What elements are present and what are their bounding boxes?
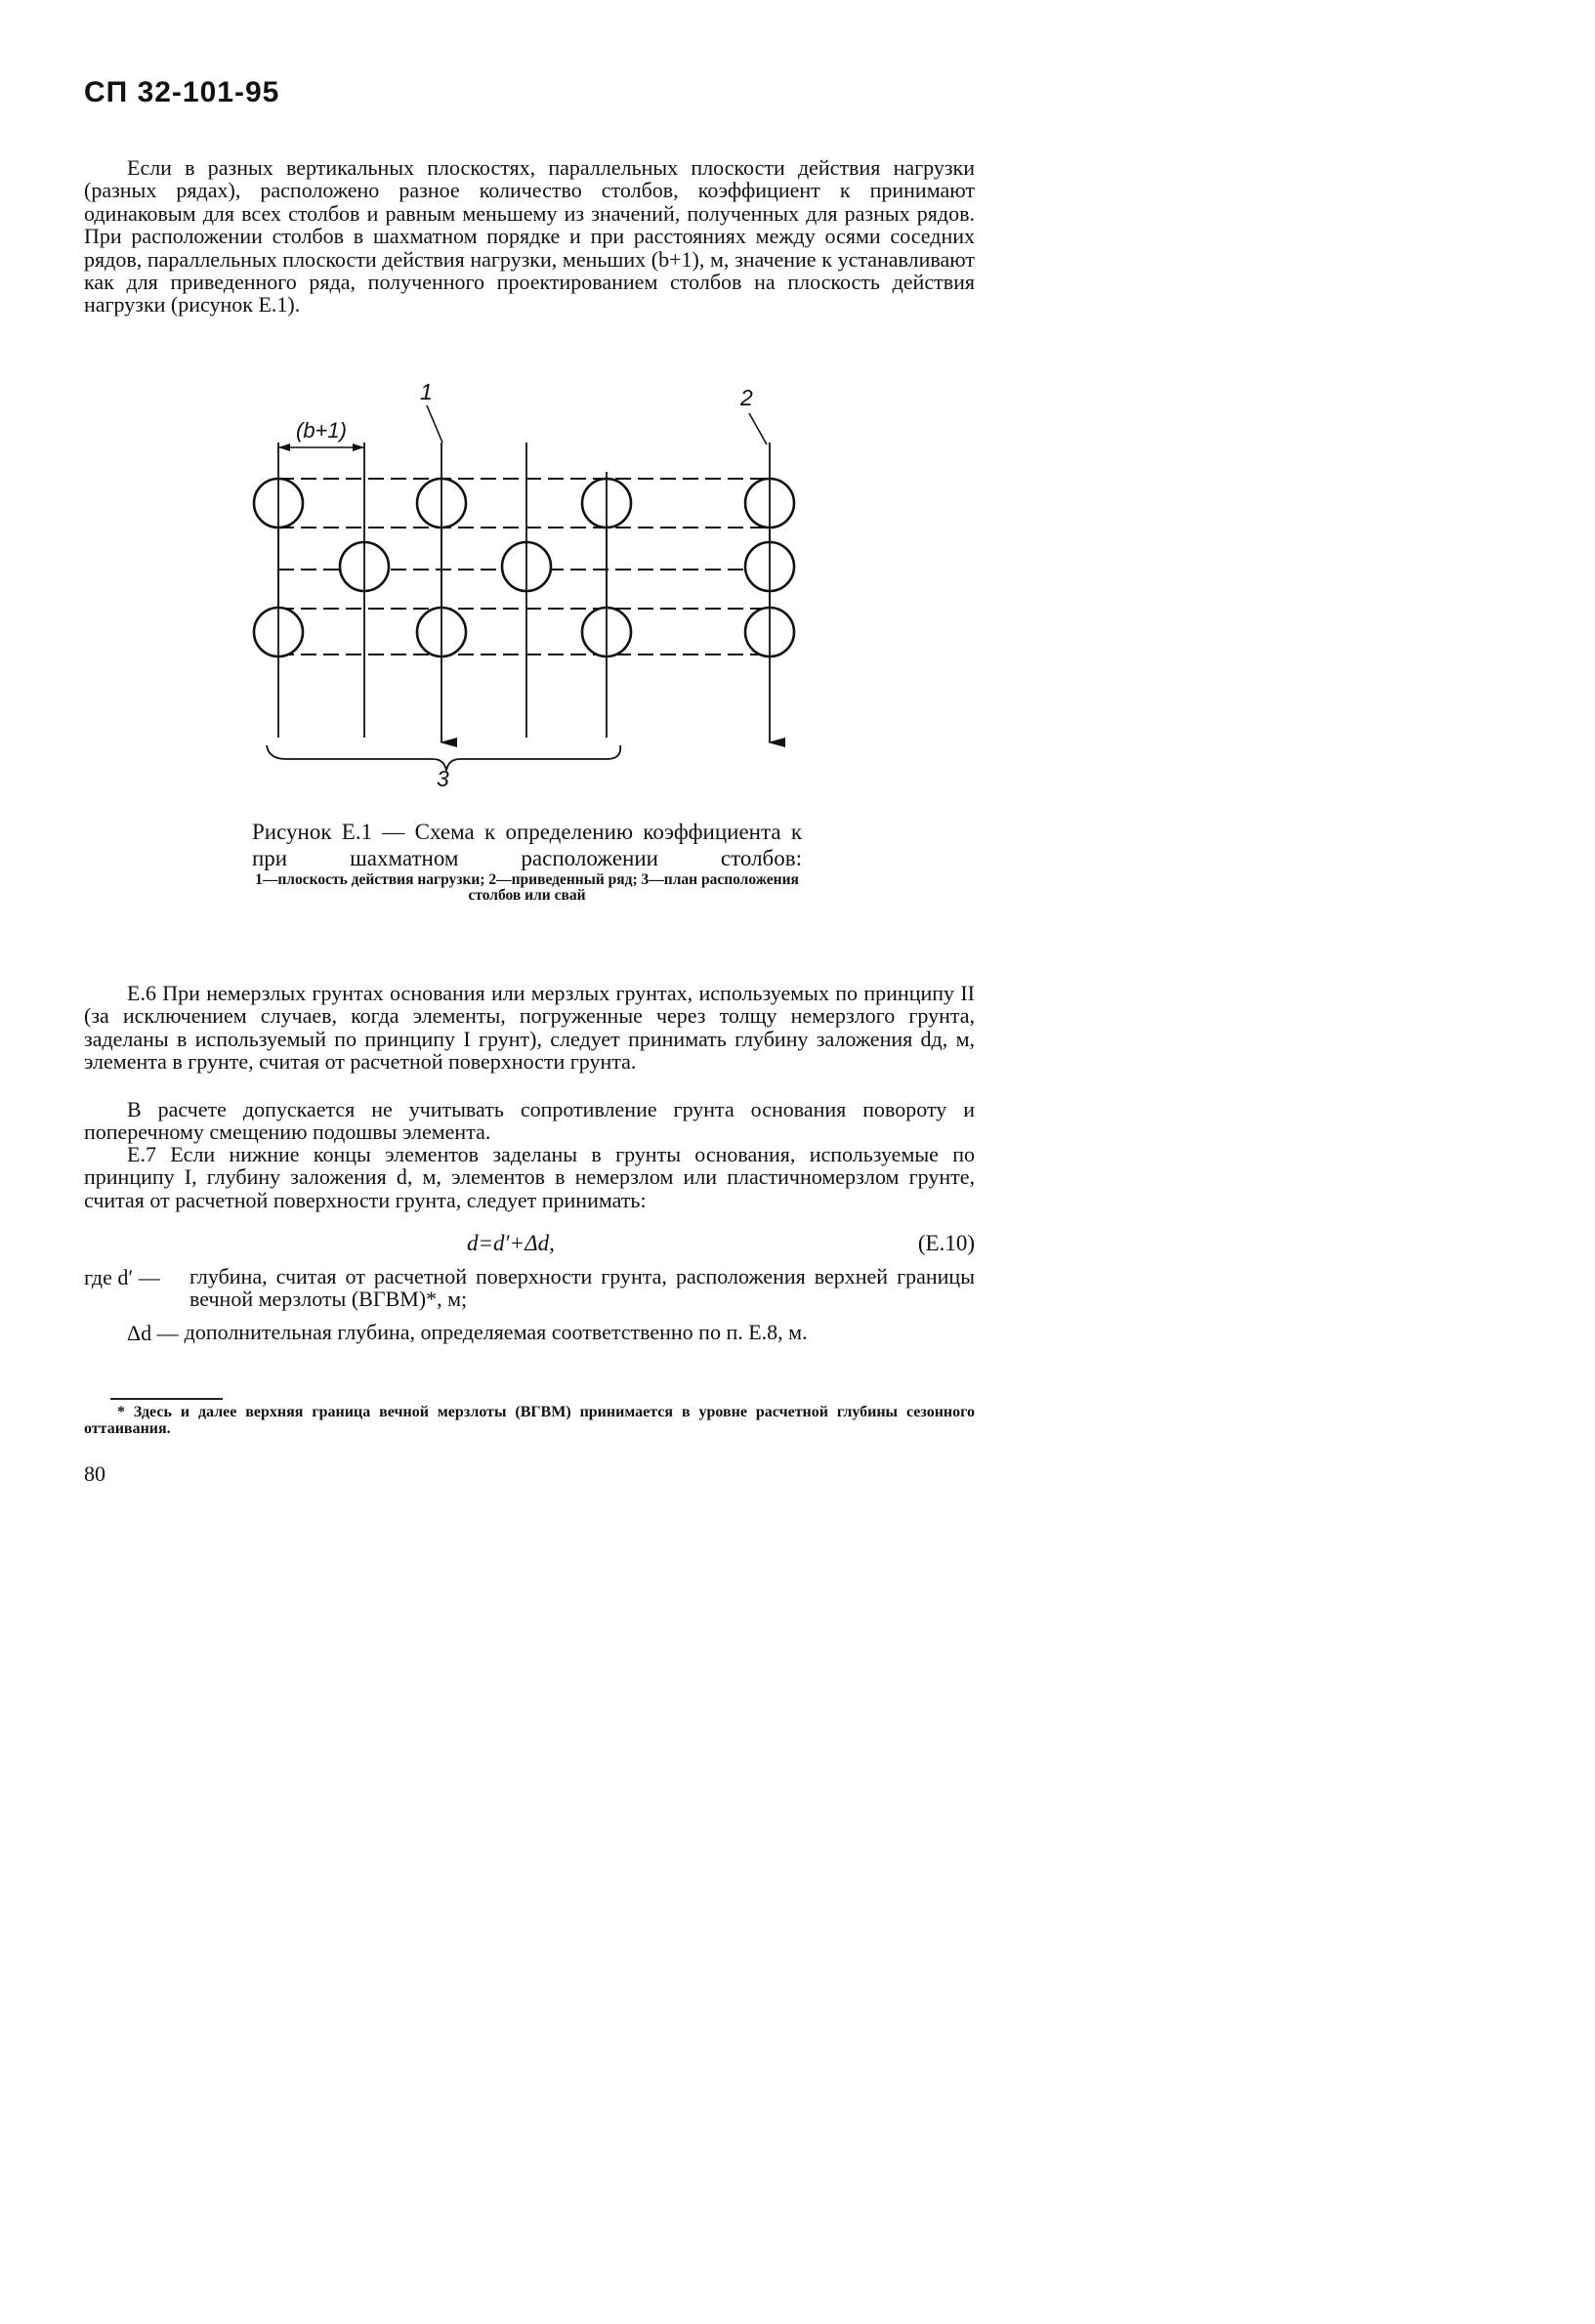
definition-term: где d′ — xyxy=(84,1265,160,1289)
definition-text: глубина, считая от расчетной поверхности грунта, расположения верхней границы вечной мерзлоты (ВГВМ)*, м; xyxy=(189,1264,975,1312)
dimension-b-plus-1 xyxy=(278,418,364,451)
page-number: 80 xyxy=(84,1461,105,1486)
paragraph-intro: Если в разных вертикальных плоскостях, параллельных плоскости действия нагрузки (разных рядах), расположено разное количество столбов, коэффициент к принимают одинаковым для всех столбов и равным меньшему из значений, полученных для разных рядов. При расположении столбов в шахматном порядке и при расстояниях между осями соседних рядов, параллельных плоскости действия нагрузки, меньших (b+1), м, значение к устанавливают как для приведенного ряда, полученного проектированием столбов на плоскость действия нагрузки (рисунок Е.1). xyxy=(84,155,975,317)
column-circles xyxy=(254,479,794,656)
document-header: СП 32-101-95 xyxy=(84,76,280,108)
footnote-rule xyxy=(110,1398,223,1400)
formula-e10: d=d′+Δd, xyxy=(467,1231,555,1255)
figure-caption: Рисунок Е.1 — Схема к определению коэффициента к при шахматном расположении столбов: xyxy=(252,820,802,870)
formula-number: (Е.10) xyxy=(917,1231,975,1255)
label-1: 1 xyxy=(420,379,433,404)
paragraph-e6-note: В расчете допускается не учитывать сопротивление грунта основания повороту и поперечному смещению подошвы элемента. xyxy=(84,1097,975,1145)
definition-term: Δd — xyxy=(127,1320,179,1345)
figure-legend: 1—плоскость действия нагрузки; 2—приведенный ряд; 3—план расположения столбов или свай xyxy=(255,871,799,904)
definition-delta-d xyxy=(84,1321,975,1346)
paragraph-e7: Е.7 Если нижние концы элементов заделаны в грунты основания, используемые по принципу I, глубину заложения d, м, элементов в немерзлом или пластичномерзлом грунте, считая от расчетной поверхности грунта, следует принимать: xyxy=(84,1142,975,1212)
formula-row xyxy=(84,1231,975,1260)
paragraph-e6: Е.6 При немерзлых грунтах основания или мерзлых грунтах, используемых по принципу II (за исключением случаев, когда элементы, погруженные через толщу немерзлого грунта, заделаны в используемый по принципу I грунт), следует принимать глубину заложения dд, м, элемента в грунте, считая от расчетной поверхности грунта. xyxy=(84,981,975,1075)
label-2: 2 xyxy=(740,385,753,410)
definition-d-prime xyxy=(84,1265,975,1311)
definitions xyxy=(84,1265,975,1356)
label-3: 3 xyxy=(437,766,449,791)
definition-text: дополнительная глубина, определяемая соответственно по п. Е.8, м. xyxy=(184,1319,808,1344)
figure-e1 xyxy=(239,376,806,796)
footnote: * Здесь и далее верхняя граница вечной мерзлоты (ВГВМ) принимается в уровне расчетной глубины сезонного оттаивания. xyxy=(84,1404,975,1437)
dim-label: (b+1) xyxy=(296,418,347,443)
